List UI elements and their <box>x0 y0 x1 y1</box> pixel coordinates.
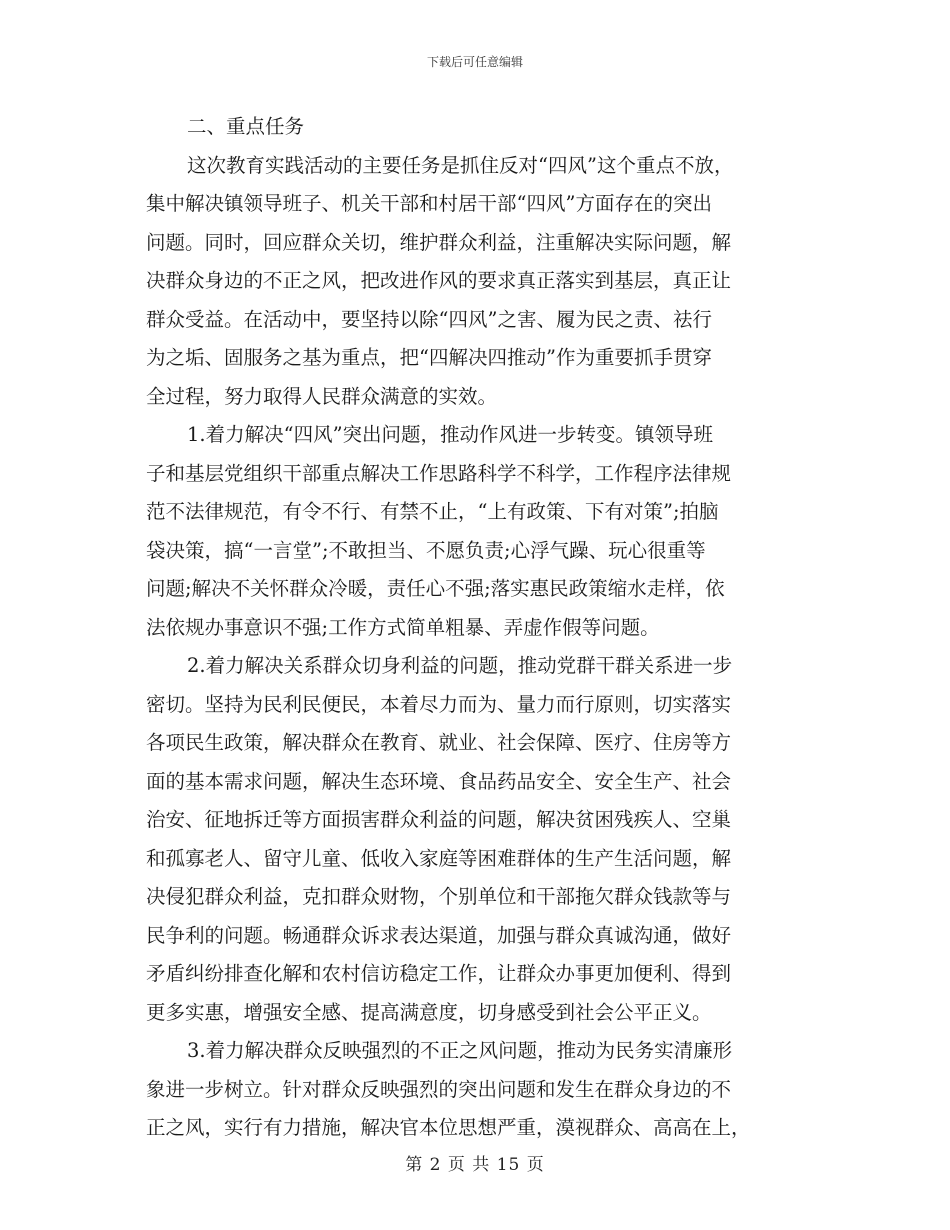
paragraph-line: 决群众身边的不正之风，把改进作风的要求真正落实到基层，真正让 <box>146 269 732 292</box>
paragraph-line: 密切。坚持为民利民便民，本着尽力而为、量力而行原则，切实落实 <box>146 692 732 716</box>
paragraph-line: 范不法律规范，有令不行、有禁不止，“上有政策、下有对策”;拍脑 <box>146 500 719 523</box>
paragraph-line: 3.着力解决群众反映强烈的不正之风问题，推动为民务实清廉形 <box>187 1039 733 1062</box>
paragraph-line: 决侵犯群众利益，克扣群众财物，个别单位和干部拖欠群众钱款等与 <box>146 885 732 908</box>
paragraph-line: 治安、征地拆迁等方面损害群众利益的问题，解决贫困残疾人、空巢 <box>146 808 732 831</box>
paragraph-item-2 <box>146 647 806 1032</box>
paragraph-line: 2.着力解决关系群众切身利益的问题，推动党群干群关系进一步 <box>187 654 733 677</box>
header-note: 下载后可任意编辑 <box>426 55 523 69</box>
paragraph-line: 群众受益。在活动中，要坚持以除“四风”之害、履为民之责、祛行 <box>146 307 712 331</box>
paragraph-line: 民争利的问题。畅通群众诉求表达渠道，加强与群众真诚沟通，做好 <box>146 923 732 947</box>
paragraph-line: 问题;解决不关怀群众冷暖，责任心不强;落实惠民政策缩水走样，依 <box>146 577 725 600</box>
paragraph-line: 子和基层党组织干部重点解决工作思路科学不科学，工作程序法律规 <box>146 461 732 485</box>
paragraph-line: 象进一步树立。针对群众反映强烈的突出问题和发生在群众身边的不 <box>146 1077 732 1101</box>
paragraph-item-3 <box>146 1032 806 1148</box>
paragraph-line: 矛盾纠纷排查化解和农村信访稳定工作，让群众办事更加便利、得到 <box>146 962 732 985</box>
paragraph-line: 和孤寡老人、留守儿童、低收入家庭等困难群体的生产生活问题，解 <box>146 846 732 870</box>
paragraph-line: 各项民生政策，解决群众在教育、就业、社会保障、医疗、住房等方 <box>146 731 732 754</box>
section-heading: 二、重点任务 <box>187 115 305 138</box>
paragraph-intro <box>146 147 806 417</box>
paragraph-line: 集中解决镇领导班子、机关干部和村居干部“四风”方面存在的突出 <box>146 192 712 215</box>
paragraph-line: 正之风，实行有力措施，解决官本位思想严重，漠视群众、高高在上， <box>146 1116 751 1139</box>
paragraph-line: 法依规办事意识不强;工作方式简单粗暴、弄虚作假等问题。 <box>146 615 660 639</box>
paragraph-line: 这次教育实践活动的主要任务是抓住反对“四风”这个重点不放， <box>187 153 734 177</box>
document-body <box>146 108 806 1148</box>
paragraph-line: 面的基本需求问题，解决生态环境、食品药品安全、安全生产、社会 <box>146 769 732 793</box>
paragraph-line: 为之垢、固服务之基为重点，把“四解决四推动”作为重要抓手贯穿 <box>146 346 712 369</box>
paragraph-line: 更多实惠，增强安全感、提高满意度，切身感受到社会公平正义。 <box>146 1000 712 1024</box>
paragraph-line: 问题。同时，回应群众关切，维护群众利益，注重解决实际问题，解 <box>146 230 732 254</box>
paragraph-line: 1.着力解决“四风”突出问题，推动作风进一步转变。镇领导班 <box>187 423 714 446</box>
paragraph-item-1 <box>146 416 806 647</box>
paragraph-line: 全过程，努力取得人民群众满意的实效。 <box>146 384 498 408</box>
paragraph-line: 袋决策，搞“一言堂”;不敢担当、不愿负责;心浮气躁、玩心很重等 <box>146 538 706 562</box>
page-number: 第 2 页 共 15 页 <box>405 1155 545 1175</box>
